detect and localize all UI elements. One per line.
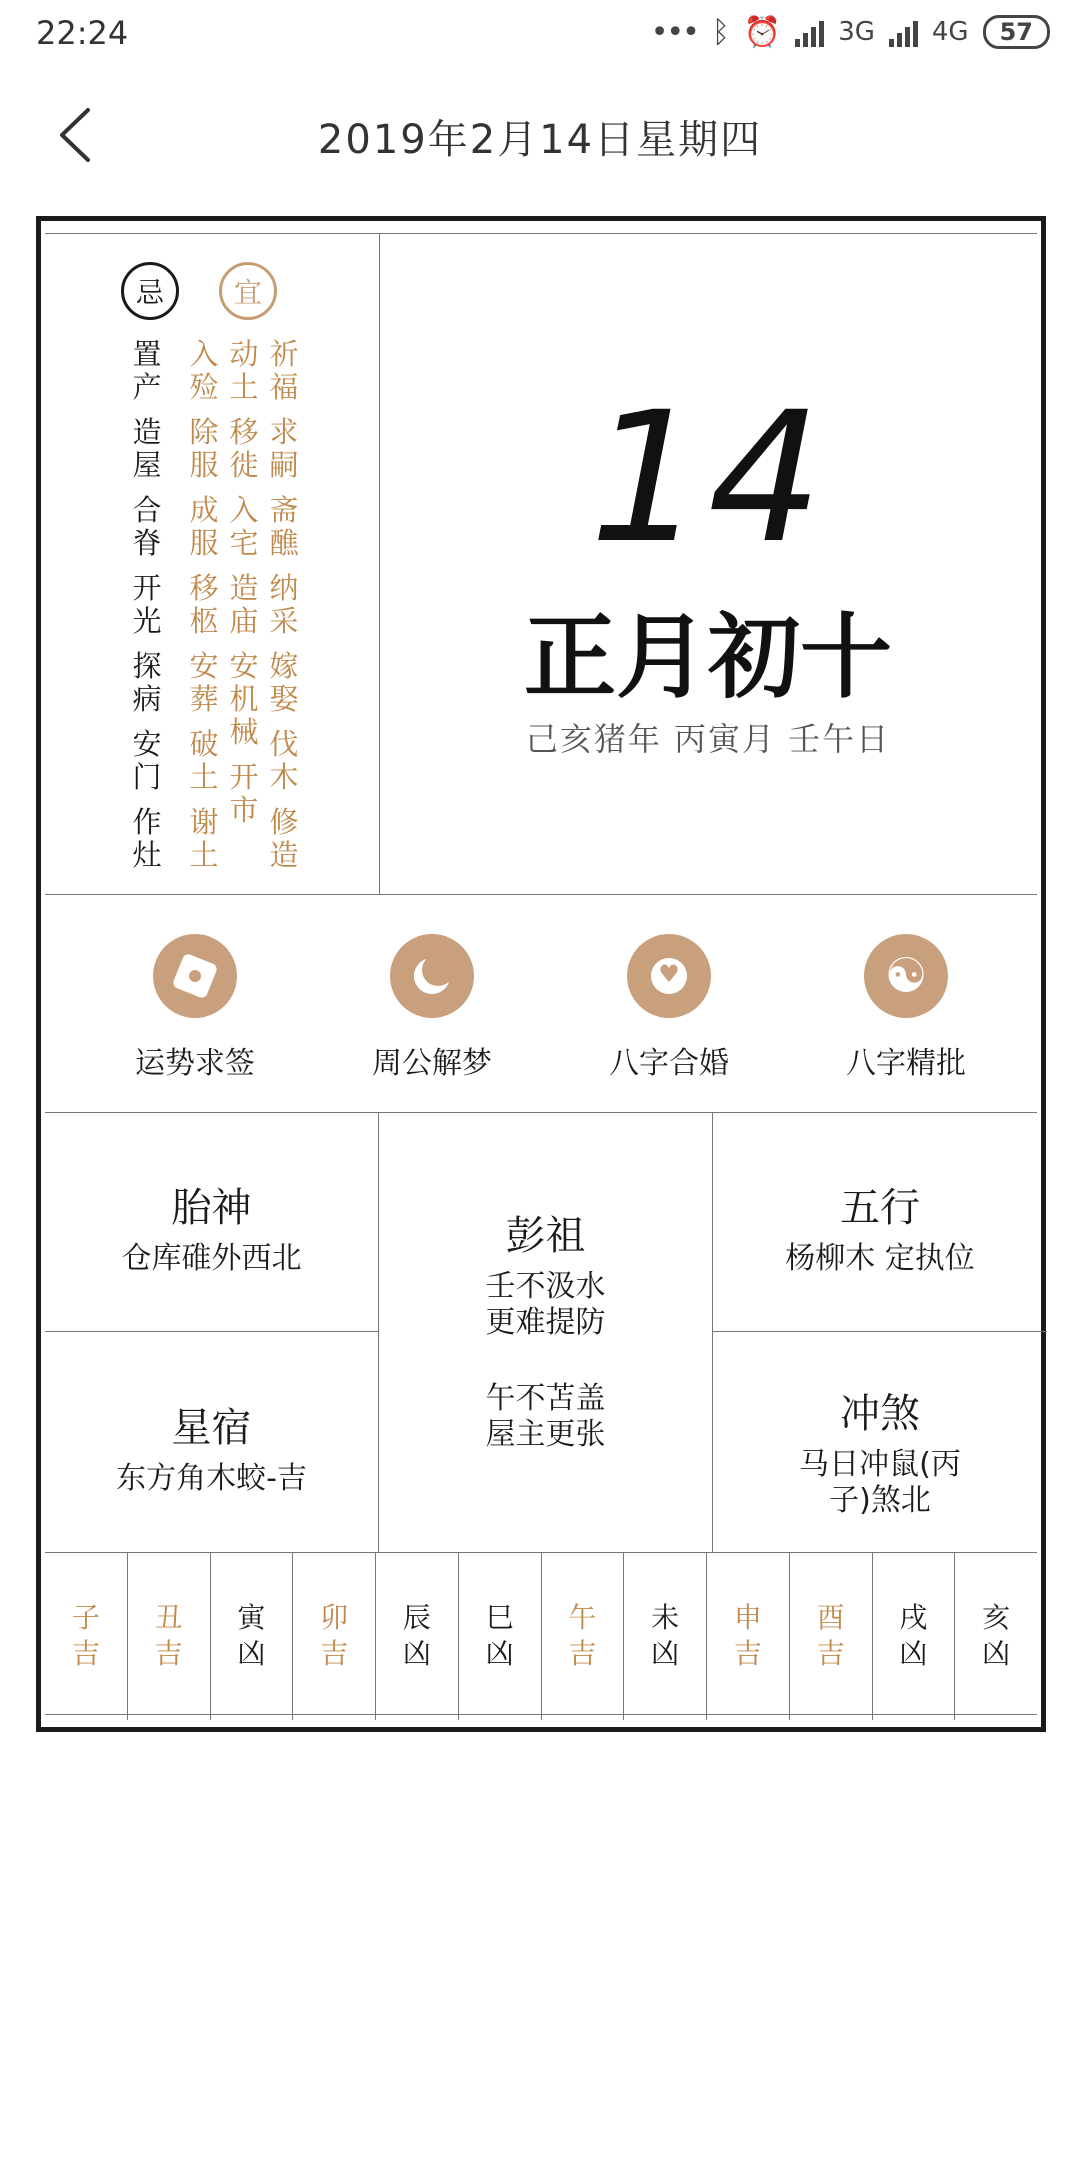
almanac-item: 开 市 bbox=[229, 760, 259, 827]
status-time: 22:24 bbox=[36, 14, 129, 52]
hour-luck: 凶 bbox=[402, 1637, 431, 1670]
pengzu-line: 午不苫盖 bbox=[485, 1381, 606, 1416]
almanac-item: 作 灶 bbox=[132, 805, 162, 872]
yi-badge: 宜 bbox=[219, 262, 277, 320]
almanac-item: 伐 木 bbox=[269, 727, 299, 794]
hour-cell bbox=[624, 1552, 707, 1720]
day-number: 14 bbox=[589, 374, 827, 583]
hour-cell bbox=[128, 1552, 211, 1720]
alarm-icon: ⏰ bbox=[743, 14, 782, 50]
pengzu-title: 彭祖 bbox=[505, 1213, 586, 1259]
almanac-item: 移 徙 bbox=[229, 415, 259, 482]
hour-cell bbox=[707, 1552, 790, 1720]
header bbox=[0, 80, 1080, 190]
hour-cell bbox=[376, 1552, 459, 1720]
hour-luck: 凶 bbox=[899, 1637, 928, 1670]
network-4g-label: 4G bbox=[931, 17, 969, 47]
lunar-date: 正月初十 bbox=[523, 604, 892, 711]
almanac-item: 造 庙 bbox=[229, 571, 259, 638]
network-3g-label: 3G bbox=[838, 17, 875, 47]
chongsha-line: 子)煞北 bbox=[829, 1483, 931, 1518]
xingxiu-cell bbox=[45, 1332, 379, 1552]
wuxing-value: 杨柳木 定执位 bbox=[785, 1241, 975, 1276]
almanac-item: 纳 采 bbox=[269, 571, 299, 638]
hour-luck: 凶 bbox=[485, 1637, 514, 1670]
ji-badge: 忌 bbox=[121, 262, 179, 320]
hour-luck: 吉 bbox=[733, 1637, 762, 1670]
signal-icon bbox=[795, 17, 824, 47]
hour-branch: 卯 bbox=[320, 1601, 349, 1634]
yinyang-icon: ☯ bbox=[864, 934, 948, 1018]
chongsha-title: 冲煞 bbox=[840, 1391, 920, 1437]
almanac-item: 求 嗣 bbox=[269, 415, 299, 482]
almanac-item: 置 产 bbox=[132, 337, 162, 404]
almanac-card bbox=[36, 216, 1046, 1732]
moon-icon bbox=[390, 934, 474, 1018]
almanac-item: 动 土 bbox=[229, 337, 259, 404]
pengzu-line: 更难提防 bbox=[485, 1305, 606, 1340]
hour-cell bbox=[790, 1552, 873, 1720]
signal-icon bbox=[889, 17, 918, 47]
service-dream[interactable] bbox=[322, 934, 542, 1082]
service-label: 运势求签 bbox=[135, 1046, 255, 1081]
hour-luck: 吉 bbox=[816, 1637, 845, 1670]
service-fortune[interactable] bbox=[85, 934, 305, 1082]
almanac-item: 安 机 械 bbox=[229, 649, 259, 749]
almanac-item: 入 殓 bbox=[189, 337, 219, 404]
almanac-item: 移 柩 bbox=[189, 571, 219, 638]
hour-branch: 未 bbox=[651, 1601, 680, 1634]
yi-list-3 bbox=[267, 338, 301, 884]
hour-luck: 凶 bbox=[237, 1637, 266, 1670]
taishen-title: 胎神 bbox=[171, 1185, 252, 1231]
chongsha-line: 马日冲鼠(丙 bbox=[799, 1447, 961, 1482]
hour-luck: 吉 bbox=[568, 1637, 597, 1670]
status-icons bbox=[651, 12, 1050, 52]
almanac-item: 探 病 bbox=[132, 649, 162, 716]
hour-branch: 辰 bbox=[402, 1601, 431, 1634]
more-dots-icon: ••• bbox=[650, 14, 698, 50]
almanac-item: 祈 福 bbox=[269, 337, 299, 404]
pengzu-cell bbox=[379, 1112, 713, 1552]
hour-branch: 巳 bbox=[485, 1601, 514, 1634]
taishen-cell bbox=[45, 1112, 379, 1332]
service-bazi[interactable] bbox=[796, 934, 1016, 1082]
almanac-item: 入 宅 bbox=[229, 493, 259, 560]
service-label: 周公解梦 bbox=[372, 1046, 492, 1081]
hour-branch: 丑 bbox=[154, 1601, 183, 1634]
hour-branch: 寅 bbox=[237, 1601, 266, 1634]
coin-icon bbox=[153, 934, 237, 1018]
almanac-item: 成 服 bbox=[189, 493, 219, 560]
chongsha-cell bbox=[713, 1332, 1047, 1552]
date-panel bbox=[379, 234, 1037, 894]
pengzu-line: 屋主更张 bbox=[485, 1417, 606, 1452]
hour-branch: 亥 bbox=[982, 1601, 1011, 1634]
hour-branch: 子 bbox=[71, 1601, 100, 1634]
hour-cell bbox=[873, 1552, 956, 1720]
hour-branch: 酉 bbox=[816, 1601, 845, 1634]
hour-cell bbox=[459, 1552, 542, 1720]
hour-cell bbox=[542, 1552, 625, 1720]
info-grid bbox=[45, 1112, 1037, 1553]
xingxiu-value: 东方角木蛟-吉 bbox=[116, 1461, 307, 1496]
hour-luck: 吉 bbox=[154, 1637, 183, 1670]
hour-branch: 申 bbox=[733, 1601, 762, 1634]
heart-icon: ♥ bbox=[627, 934, 711, 1018]
services-row bbox=[45, 894, 1037, 1113]
yi-list-2 bbox=[227, 338, 261, 839]
bluetooth-icon: ᛒ bbox=[711, 14, 730, 50]
yi-ji-panel bbox=[45, 234, 380, 894]
ganzhi-text: 己亥猪年 丙寅月 壬午日 bbox=[525, 720, 891, 758]
almanac-item: 斋 醮 bbox=[269, 493, 299, 560]
almanac-item: 谢 土 bbox=[189, 805, 219, 872]
hour-luck: 凶 bbox=[982, 1637, 1011, 1670]
almanac-item: 合 脊 bbox=[132, 493, 162, 560]
hour-cell bbox=[293, 1552, 376, 1720]
hour-luck: 吉 bbox=[320, 1637, 349, 1670]
wuxing-title: 五行 bbox=[840, 1185, 920, 1231]
hour-cell bbox=[45, 1552, 128, 1720]
battery-indicator: 57 bbox=[983, 15, 1050, 49]
almanac-item: 修 造 bbox=[269, 805, 299, 872]
almanac-item: 除 服 bbox=[189, 415, 219, 482]
hour-cell bbox=[211, 1552, 294, 1720]
hour-luck: 凶 bbox=[651, 1637, 680, 1670]
ji-list bbox=[130, 338, 164, 884]
pengzu-line: 壬不汲水 bbox=[485, 1269, 606, 1304]
almanac-item: 开 光 bbox=[132, 571, 162, 638]
yi-list-1 bbox=[187, 338, 221, 884]
hour-branch: 午 bbox=[568, 1601, 597, 1634]
hour-branch: 戌 bbox=[899, 1601, 928, 1634]
wuxing-cell bbox=[713, 1112, 1047, 1332]
hours-row bbox=[45, 1552, 1037, 1720]
hour-luck: 吉 bbox=[71, 1637, 100, 1670]
service-label: 八字精批 bbox=[846, 1046, 966, 1081]
taishen-value: 仓库碓外西北 bbox=[121, 1241, 302, 1276]
page-title: 2019年2月14日星期四 bbox=[317, 117, 763, 163]
status-bar bbox=[0, 0, 1080, 64]
service-label: 八字合婚 bbox=[609, 1046, 729, 1081]
almanac-item: 安 葬 bbox=[189, 649, 219, 716]
almanac-item: 破 土 bbox=[189, 727, 219, 794]
almanac-item: 嫁 娶 bbox=[269, 649, 299, 716]
almanac-item: 安 门 bbox=[132, 727, 162, 794]
hour-cell bbox=[955, 1552, 1037, 1720]
service-marriage[interactable] bbox=[559, 934, 779, 1082]
xingxiu-title: 星宿 bbox=[171, 1405, 252, 1451]
top-section bbox=[45, 234, 1037, 895]
almanac-item: 造 屋 bbox=[132, 415, 162, 482]
